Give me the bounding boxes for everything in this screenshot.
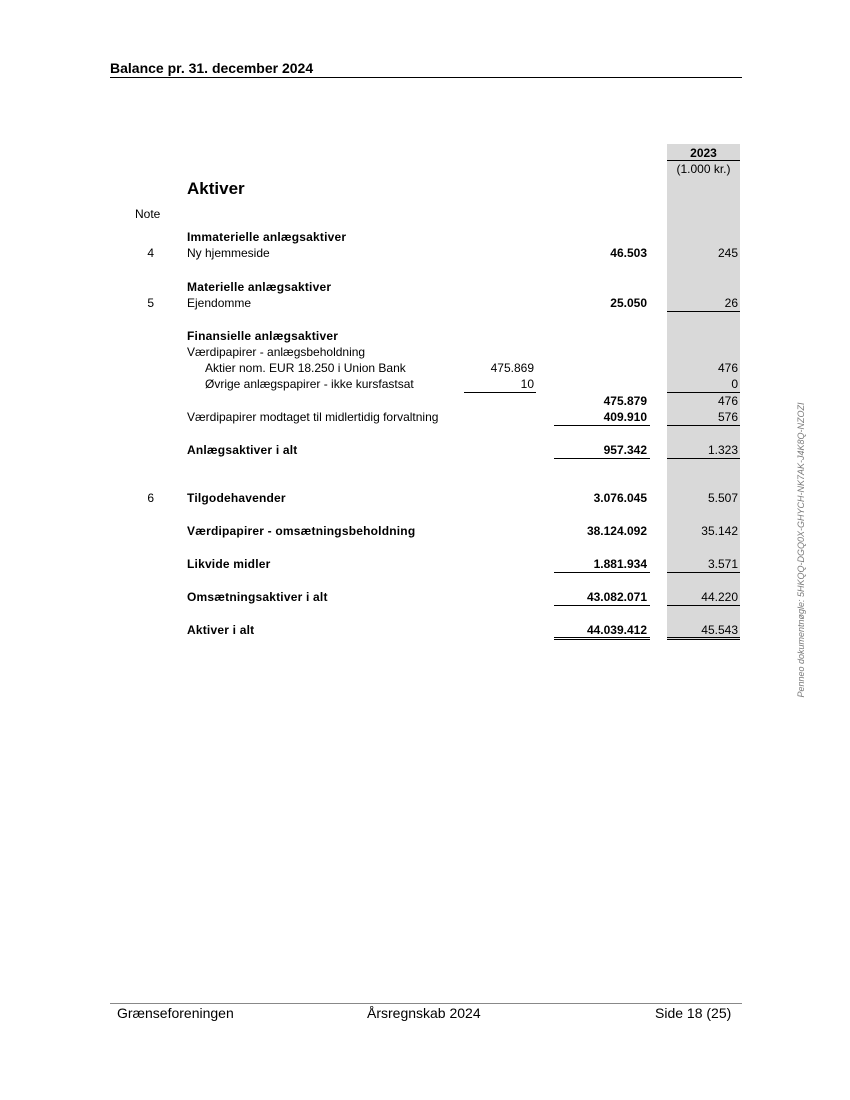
ejendomme-label: Ejendomme xyxy=(187,296,252,310)
aktier-union-sub: 475.869 xyxy=(490,361,534,375)
aktiver-total-current: 44.039.412 xyxy=(586,623,647,637)
section-title: Aktiver xyxy=(187,179,245,198)
midlertidig-label: Værdipapirer modtaget til midlertidig forvaltning xyxy=(187,410,439,424)
aktiver-total-label: Aktiver i alt xyxy=(187,623,255,637)
midlertidig-previous: 576 xyxy=(717,410,738,424)
omsaetningsaktiver-total-previous-rule xyxy=(667,605,740,606)
omsaetningsaktiver-total-rule xyxy=(554,605,650,606)
anlaegsaktiver-total-previous: 1.323 xyxy=(707,443,738,457)
penneo-watermark: Penneo dokumentnøgle: 5HKQQ-DGQ0X-GHYCH-NK7AK-J4K8Q-NZOZI xyxy=(796,402,806,698)
page-title: Balance pr. 31. december 2024 xyxy=(110,60,314,76)
subtotal-previous-rule xyxy=(667,392,740,393)
omsaetningsaktiver-total-previous: 44.220 xyxy=(701,590,738,604)
aktiver-total-previous-double-rule xyxy=(667,637,740,640)
note-ref: 5 xyxy=(147,296,154,310)
finansielle-heading: Finansielle anlægsaktiver xyxy=(187,329,339,343)
unit-label: (1.000 kr.) xyxy=(676,162,731,176)
subtotal-rule xyxy=(464,392,536,393)
oevrige-label: Øvrige anlægspapirer - ikke kursfastsat xyxy=(205,377,414,391)
omsaetning-vaerdipapirer-previous: 35.142 xyxy=(701,524,738,538)
anlaegsaktiver-total-label: Anlægsaktiver i alt xyxy=(187,443,298,457)
ejendomme-previous: 26 xyxy=(724,296,738,310)
aktier-union-label: Aktier nom. EUR 18.250 i Union Bank xyxy=(205,361,406,375)
midlertidig-previous-rule xyxy=(667,425,740,426)
note-ref: 6 xyxy=(147,491,154,505)
footer-divider xyxy=(110,1003,742,1004)
likvide-rule xyxy=(554,572,650,573)
likvide-label: Likvide midler xyxy=(187,557,271,571)
footer-page-number: Side 18 (25) xyxy=(655,1005,732,1021)
ny-hjemmeside-label: Ny hjemmeside xyxy=(187,246,270,260)
footer-organization: Grænseforeningen xyxy=(117,1005,234,1021)
likvide-current: 1.881.934 xyxy=(593,557,647,571)
subtotal-vaerdipapirer-current: 475.879 xyxy=(603,394,647,408)
ny-hjemmeside-previous: 245 xyxy=(717,246,738,260)
immaterielle-heading: Immaterielle anlægsaktiver xyxy=(187,230,347,244)
midlertidig-rule xyxy=(554,425,650,426)
previous-year-header-rule xyxy=(667,160,740,161)
header-divider xyxy=(110,77,742,78)
oevrige-sub: 10 xyxy=(520,377,534,391)
subtotal-vaerdipapirer-previous: 476 xyxy=(717,394,738,408)
note-ref: 4 xyxy=(147,246,154,260)
aktier-union-previous: 476 xyxy=(717,361,738,375)
ejendomme-previous-rule xyxy=(667,311,740,312)
anlaegsaktiver-total-rule xyxy=(554,458,650,459)
omsaetningsaktiver-total-label: Omsætningsaktiver i alt xyxy=(187,590,328,604)
ny-hjemmeside-current: 46.503 xyxy=(610,246,647,260)
vaerdipapirer-heading: Værdipapirer - anlægsbeholdning xyxy=(187,345,366,359)
footer-document-title: Årsregnskab 2024 xyxy=(367,1005,481,1021)
omsaetningsaktiver-total-current: 43.082.071 xyxy=(586,590,647,604)
previous-year-header: 2023 xyxy=(690,146,717,160)
likvide-previous-rule xyxy=(667,572,740,573)
aktiver-total-previous: 45.543 xyxy=(701,623,738,637)
omsaetning-vaerdipapirer-label: Værdipapirer - omsætningsbeholdning xyxy=(187,524,416,538)
materielle-heading: Materielle anlægsaktiver xyxy=(187,280,332,294)
tilgodehavender-previous: 5.507 xyxy=(707,491,738,505)
likvide-previous: 3.571 xyxy=(707,557,738,571)
omsaetning-vaerdipapirer-current: 38.124.092 xyxy=(586,524,647,538)
oevrige-previous: 0 xyxy=(731,377,738,391)
tilgodehavender-label: Tilgodehavender xyxy=(187,491,286,505)
ejendomme-current: 25.050 xyxy=(610,296,647,310)
tilgodehavender-current: 3.076.045 xyxy=(593,491,647,505)
note-column-header: Note xyxy=(135,207,161,221)
midlertidig-current: 409.910 xyxy=(603,410,647,424)
aktiver-total-double-rule xyxy=(554,637,650,640)
anlaegsaktiver-total-current: 957.342 xyxy=(603,443,647,457)
anlaegsaktiver-total-previous-rule xyxy=(667,458,740,459)
